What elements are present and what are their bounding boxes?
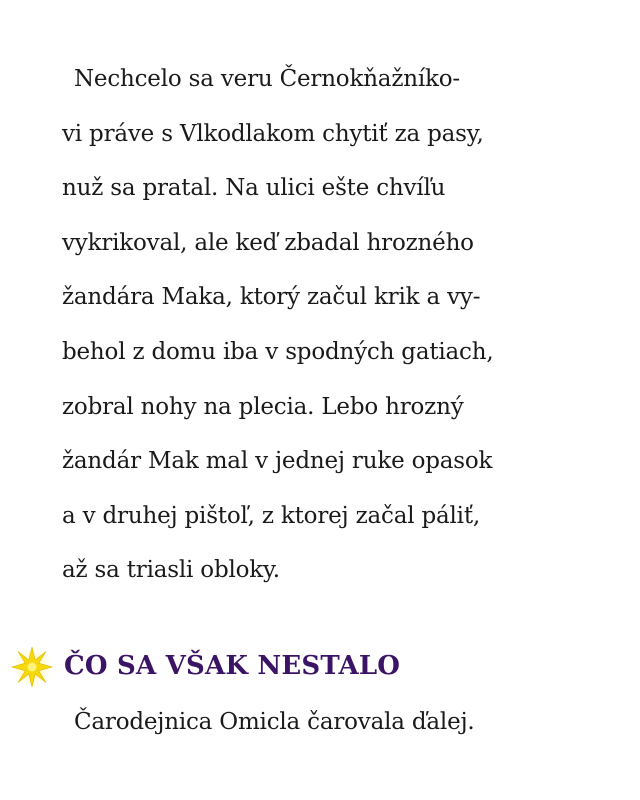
sparkle-star-icon xyxy=(10,645,54,689)
paragraph-line: zobral nohy na plecia. Lebo hrozný xyxy=(62,393,464,420)
section-heading-row xyxy=(0,640,640,692)
story-paragraph xyxy=(62,52,622,598)
paragraph-line: Nechcelo sa veru Černokňažníko- xyxy=(74,66,460,92)
section-first-line: Čarodejnica Omicla čarovala ďalej. xyxy=(74,709,475,735)
paragraph-line: nuž sa pratal. Na ulici ešte chvíľu xyxy=(62,175,446,202)
paragraph-line: vi práve s Vlkodlakom chytiť za pasy, xyxy=(62,120,484,147)
paragraph-line: žandára Maka, ktorý začul krik a vy- xyxy=(62,284,481,311)
paragraph-line: až sa triasli obloky. xyxy=(62,557,280,584)
section-heading: ČO SA VŠAK NESTALO xyxy=(64,651,401,681)
paragraph-line: žandár Mak mal v jednej ruke opasok xyxy=(62,448,493,475)
paragraph-line: behol z domu iba v spodných gatiach, xyxy=(62,338,494,365)
paragraph-line: a v druhej pištoľ, z ktorej začal páliť, xyxy=(62,502,480,529)
paragraph-line: vykrikoval, ale keď zbadal hrozného xyxy=(62,229,474,256)
